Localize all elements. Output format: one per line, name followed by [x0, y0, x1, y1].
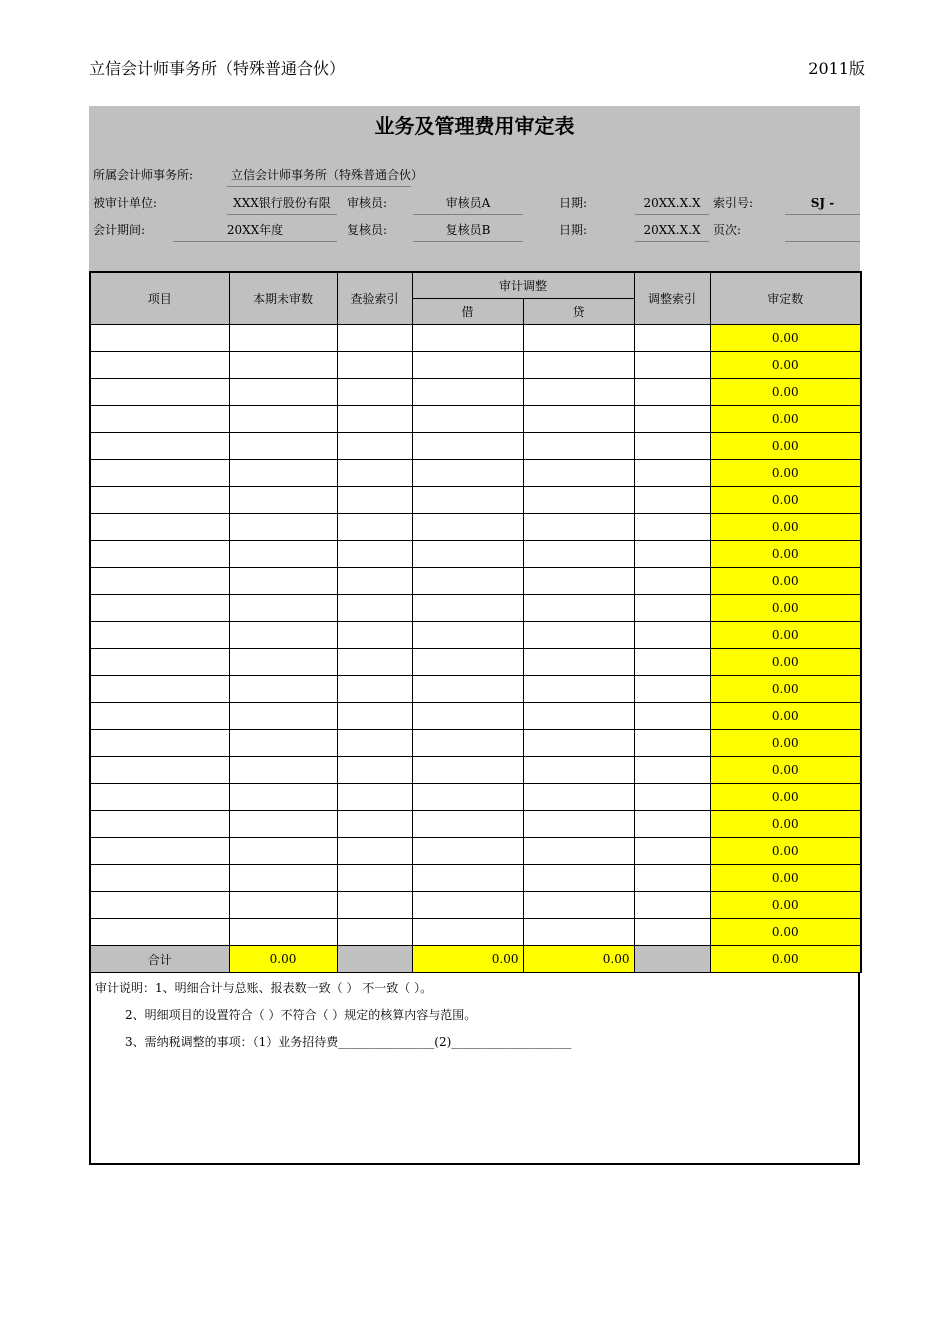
table-row: [90, 730, 861, 757]
cell-adjust-index[interactable]: [634, 649, 710, 676]
cell-credit[interactable]: [523, 919, 634, 946]
cell-unaudited[interactable]: [229, 892, 337, 919]
cell-debit[interactable]: [412, 865, 523, 892]
table-row: [90, 595, 861, 622]
cell-credit[interactable]: [523, 784, 634, 811]
cell-item[interactable]: [90, 838, 229, 865]
cell-unaudited[interactable]: [229, 865, 337, 892]
reviewer-label: 审核员:: [347, 196, 388, 210]
table-row: [90, 460, 861, 487]
cell-credit[interactable]: [523, 487, 634, 514]
cell-credit[interactable]: [523, 622, 634, 649]
cell-check-index[interactable]: [337, 811, 412, 838]
cell-item[interactable]: [90, 892, 229, 919]
cell-credit[interactable]: [523, 649, 634, 676]
cell-item[interactable]: [90, 433, 229, 460]
rereviewer-label: 复核员:: [347, 223, 388, 237]
cell-adjust-index[interactable]: [634, 460, 710, 487]
cell-item[interactable]: [90, 406, 229, 433]
cell-audited[interactable]: 0.00: [710, 811, 861, 838]
cell-audited[interactable]: 0.00: [710, 892, 861, 919]
total-label: 合计: [90, 946, 229, 973]
header-credit: 贷: [523, 299, 634, 325]
page-label: 页次:: [713, 223, 742, 237]
table-row: [90, 568, 861, 595]
cell-debit[interactable]: [412, 676, 523, 703]
cell-debit[interactable]: [412, 784, 523, 811]
table-row: [90, 406, 861, 433]
cell-debit[interactable]: [412, 541, 523, 568]
cell-unaudited[interactable]: [229, 460, 337, 487]
cell-adjust-index[interactable]: [634, 433, 710, 460]
cell-audited[interactable]: 0.00: [710, 838, 861, 865]
table-row: [90, 622, 861, 649]
cell-credit[interactable]: [523, 703, 634, 730]
cell-audited[interactable]: 0.00: [710, 919, 861, 946]
cell-item[interactable]: [90, 865, 229, 892]
note-line-3: 3、需纳税调整的事项：（1）业务招待费________________(2)____________________: [125, 1035, 572, 1049]
cell-audited[interactable]: 0.00: [710, 703, 861, 730]
date-label: 日期:: [559, 196, 588, 210]
cell-credit[interactable]: [523, 757, 634, 784]
cell-unaudited[interactable]: [229, 487, 337, 514]
table-row: [90, 352, 861, 379]
cell-adjust-index[interactable]: [634, 352, 710, 379]
total-unaudited: 0.00: [229, 946, 337, 973]
table-row: [90, 514, 861, 541]
cell-audited[interactable]: 0.00: [710, 757, 861, 784]
total-adjust-index: [634, 946, 710, 973]
cell-unaudited[interactable]: [229, 541, 337, 568]
period-label: 会计期间:: [93, 223, 146, 237]
note-line-1: 审计说明：1、明细合计与总账、报表数一致（ ） 不一致（ ）。: [95, 981, 433, 995]
cell-unaudited[interactable]: [229, 784, 337, 811]
cell-check-index[interactable]: [337, 595, 412, 622]
cell-audited[interactable]: 0.00: [710, 325, 861, 352]
cell-debit[interactable]: [412, 757, 523, 784]
table-row: [90, 433, 861, 460]
period-field[interactable]: 20XX年度: [173, 219, 337, 242]
cell-item[interactable]: [90, 676, 229, 703]
cell-debit[interactable]: [412, 460, 523, 487]
cell-credit[interactable]: [523, 730, 634, 757]
cell-check-index[interactable]: [337, 325, 412, 352]
cell-unaudited[interactable]: [229, 676, 337, 703]
cell-check-index[interactable]: [337, 460, 412, 487]
table-row: [90, 838, 861, 865]
header-unaudited: 本期未审数: [229, 272, 337, 325]
cell-debit[interactable]: [412, 514, 523, 541]
cell-check-index[interactable]: [337, 676, 412, 703]
cell-credit[interactable]: [523, 811, 634, 838]
table-row: [90, 325, 861, 352]
cell-adjust-index[interactable]: [634, 838, 710, 865]
cell-audited[interactable]: 0.00: [710, 352, 861, 379]
cell-check-index[interactable]: [337, 487, 412, 514]
cell-item[interactable]: [90, 568, 229, 595]
cell-item[interactable]: [90, 460, 229, 487]
cell-item[interactable]: [90, 541, 229, 568]
cell-adjust-index[interactable]: [634, 325, 710, 352]
table-row: [90, 784, 861, 811]
total-credit: 0.00: [523, 946, 634, 973]
cell-check-index[interactable]: [337, 757, 412, 784]
table-row: [90, 757, 861, 784]
cell-unaudited[interactable]: [229, 568, 337, 595]
firm-name: 立信会计师事务所（特殊普通合伙）: [89, 59, 346, 78]
cell-adjust-index[interactable]: [634, 757, 710, 784]
cell-unaudited[interactable]: [229, 622, 337, 649]
cell-debit[interactable]: [412, 433, 523, 460]
cell-credit[interactable]: [523, 379, 634, 406]
table-row: [90, 865, 861, 892]
firm-label: 所属会计师事务所:: [93, 168, 194, 182]
cell-credit[interactable]: [523, 595, 634, 622]
cell-unaudited[interactable]: [229, 325, 337, 352]
cell-item[interactable]: [90, 757, 229, 784]
cell-check-index[interactable]: [337, 406, 412, 433]
total-row: [90, 946, 861, 973]
total-check-index: [337, 946, 412, 973]
cell-unaudited[interactable]: [229, 730, 337, 757]
cell-credit[interactable]: [523, 865, 634, 892]
audit-notes: [89, 973, 860, 1165]
cell-audited[interactable]: 0.00: [710, 514, 861, 541]
cell-audited[interactable]: 0.00: [710, 433, 861, 460]
cell-adjust-index[interactable]: [634, 568, 710, 595]
cell-item[interactable]: [90, 622, 229, 649]
cell-check-index[interactable]: [337, 649, 412, 676]
cell-adjust-index[interactable]: [634, 595, 710, 622]
cell-audited[interactable]: 0.00: [710, 406, 861, 433]
cell-check-index[interactable]: [337, 838, 412, 865]
date2-field[interactable]: 20XX.X.X: [635, 219, 709, 242]
cell-item[interactable]: [90, 730, 229, 757]
form-header: [89, 106, 860, 271]
cell-unaudited[interactable]: [229, 919, 337, 946]
index-label: 索引号:: [713, 196, 754, 210]
cell-item[interactable]: [90, 811, 229, 838]
cell-audited[interactable]: 0.00: [710, 568, 861, 595]
cell-adjust-index[interactable]: [634, 784, 710, 811]
rereviewer-field[interactable]: 复核员B: [413, 219, 523, 242]
cell-item[interactable]: [90, 352, 229, 379]
cell-unaudited[interactable]: [229, 514, 337, 541]
cell-audited[interactable]: 0.00: [710, 730, 861, 757]
version-label: 2011版: [808, 59, 865, 78]
cell-item[interactable]: [90, 595, 229, 622]
header-item: 项目: [90, 272, 229, 325]
cell-unaudited[interactable]: [229, 433, 337, 460]
cell-audited[interactable]: 0.00: [710, 487, 861, 514]
cell-unaudited[interactable]: [229, 379, 337, 406]
cell-adjust-index[interactable]: [634, 865, 710, 892]
cell-unaudited[interactable]: [229, 406, 337, 433]
table-row: [90, 919, 861, 946]
cell-credit[interactable]: [523, 568, 634, 595]
auditee-field[interactable]: XXX银行股份有限: [227, 192, 337, 215]
cell-adjust-index[interactable]: [634, 514, 710, 541]
cell-debit[interactable]: [412, 325, 523, 352]
cell-debit[interactable]: [412, 379, 523, 406]
cell-check-index[interactable]: [337, 352, 412, 379]
cell-check-index[interactable]: [337, 541, 412, 568]
index-field[interactable]: SJ -: [785, 192, 860, 215]
firm-field[interactable]: [227, 164, 424, 187]
cell-debit[interactable]: [412, 838, 523, 865]
cell-item[interactable]: [90, 703, 229, 730]
cell-audited[interactable]: 0.00: [710, 595, 861, 622]
cell-credit[interactable]: [523, 460, 634, 487]
cell-adjust-index[interactable]: [634, 892, 710, 919]
cell-debit[interactable]: [412, 568, 523, 595]
cell-check-index[interactable]: [337, 730, 412, 757]
cell-credit[interactable]: [523, 433, 634, 460]
cell-adjust-index[interactable]: [634, 811, 710, 838]
cell-adjust-index[interactable]: [634, 487, 710, 514]
page-field[interactable]: [785, 219, 860, 242]
audit-form: [89, 106, 860, 1165]
cell-debit[interactable]: [412, 595, 523, 622]
cell-adjust-index[interactable]: [634, 676, 710, 703]
reviewer-field[interactable]: 审核员A: [413, 192, 523, 215]
cell-unaudited[interactable]: [229, 595, 337, 622]
form-title: 业务及管理费用审定表: [374, 114, 575, 138]
header-adjust: 审计调整: [412, 272, 634, 299]
cell-debit[interactable]: [412, 352, 523, 379]
cell-credit[interactable]: [523, 352, 634, 379]
cell-audited[interactable]: 0.00: [710, 379, 861, 406]
cell-check-index[interactable]: [337, 865, 412, 892]
cell-check-index[interactable]: [337, 892, 412, 919]
cell-debit[interactable]: [412, 730, 523, 757]
cell-debit[interactable]: [412, 703, 523, 730]
cell-credit[interactable]: [523, 838, 634, 865]
cell-audited[interactable]: 0.00: [710, 541, 861, 568]
table-row: [90, 487, 861, 514]
cell-item[interactable]: [90, 325, 229, 352]
cell-debit[interactable]: [412, 487, 523, 514]
cell-item[interactable]: [90, 379, 229, 406]
cell-debit[interactable]: [412, 892, 523, 919]
cell-check-index[interactable]: [337, 784, 412, 811]
cell-unaudited[interactable]: [229, 352, 337, 379]
cell-audited[interactable]: 0.00: [710, 784, 861, 811]
cell-adjust-index[interactable]: [634, 541, 710, 568]
cell-audited[interactable]: 0.00: [710, 622, 861, 649]
cell-debit[interactable]: [412, 811, 523, 838]
cell-audited[interactable]: 0.00: [710, 676, 861, 703]
cell-adjust-index[interactable]: [634, 919, 710, 946]
cell-adjust-index[interactable]: [634, 406, 710, 433]
cell-credit[interactable]: [523, 541, 634, 568]
cell-debit[interactable]: [412, 649, 523, 676]
cell-unaudited[interactable]: [229, 811, 337, 838]
cell-adjust-index[interactable]: [634, 703, 710, 730]
table-row: [90, 541, 861, 568]
total-audited: 0.00: [710, 946, 861, 973]
cell-item[interactable]: [90, 649, 229, 676]
cell-debit[interactable]: [412, 622, 523, 649]
cell-check-index[interactable]: [337, 622, 412, 649]
header-debit: 借: [412, 299, 523, 325]
cell-unaudited[interactable]: [229, 649, 337, 676]
table-row: [90, 703, 861, 730]
cell-debit[interactable]: [412, 406, 523, 433]
cell-check-index[interactable]: [337, 919, 412, 946]
cell-adjust-index[interactable]: [634, 622, 710, 649]
cell-item[interactable]: [90, 784, 229, 811]
cell-item[interactable]: [90, 919, 229, 946]
header-adjust-index: 调整索引: [634, 272, 710, 325]
cell-adjust-index[interactable]: [634, 730, 710, 757]
cell-adjust-index[interactable]: [634, 379, 710, 406]
cell-check-index[interactable]: [337, 514, 412, 541]
cell-credit[interactable]: [523, 514, 634, 541]
firm-value: 立信会计师事务所（特殊普通合伙）: [231, 168, 424, 182]
cell-credit[interactable]: [523, 406, 634, 433]
note-line-2: 2、明细项目的设置符合（ ）不符合（ ）规定的核算内容与范围。: [125, 1008, 477, 1022]
cell-check-index[interactable]: [337, 568, 412, 595]
cell-item[interactable]: [90, 487, 229, 514]
cell-audited[interactable]: 0.00: [710, 865, 861, 892]
cell-check-index[interactable]: [337, 703, 412, 730]
table-row: [90, 379, 861, 406]
header-check-index: 查验索引: [337, 272, 412, 325]
table-row: [90, 892, 861, 919]
header-audited: 审定数: [710, 272, 861, 325]
cell-unaudited[interactable]: [229, 703, 337, 730]
total-debit: 0.00: [412, 946, 523, 973]
page-header: [89, 56, 865, 80]
cell-unaudited[interactable]: [229, 838, 337, 865]
date2-label: 日期:: [559, 223, 588, 237]
audit-table: [89, 271, 862, 973]
table-row: [90, 649, 861, 676]
cell-credit[interactable]: [523, 325, 634, 352]
cell-unaudited[interactable]: [229, 757, 337, 784]
table-row: [90, 811, 861, 838]
date-field[interactable]: 20XX.X.X: [635, 192, 709, 215]
cell-credit[interactable]: [523, 676, 634, 703]
cell-credit[interactable]: [523, 892, 634, 919]
table-row: [90, 676, 861, 703]
auditee-label: 被审计单位:: [93, 196, 158, 210]
cell-check-index[interactable]: [337, 379, 412, 406]
cell-check-index[interactable]: [337, 433, 412, 460]
cell-audited[interactable]: 0.00: [710, 460, 861, 487]
cell-item[interactable]: [90, 514, 229, 541]
cell-audited[interactable]: 0.00: [710, 649, 861, 676]
cell-debit[interactable]: [412, 919, 523, 946]
